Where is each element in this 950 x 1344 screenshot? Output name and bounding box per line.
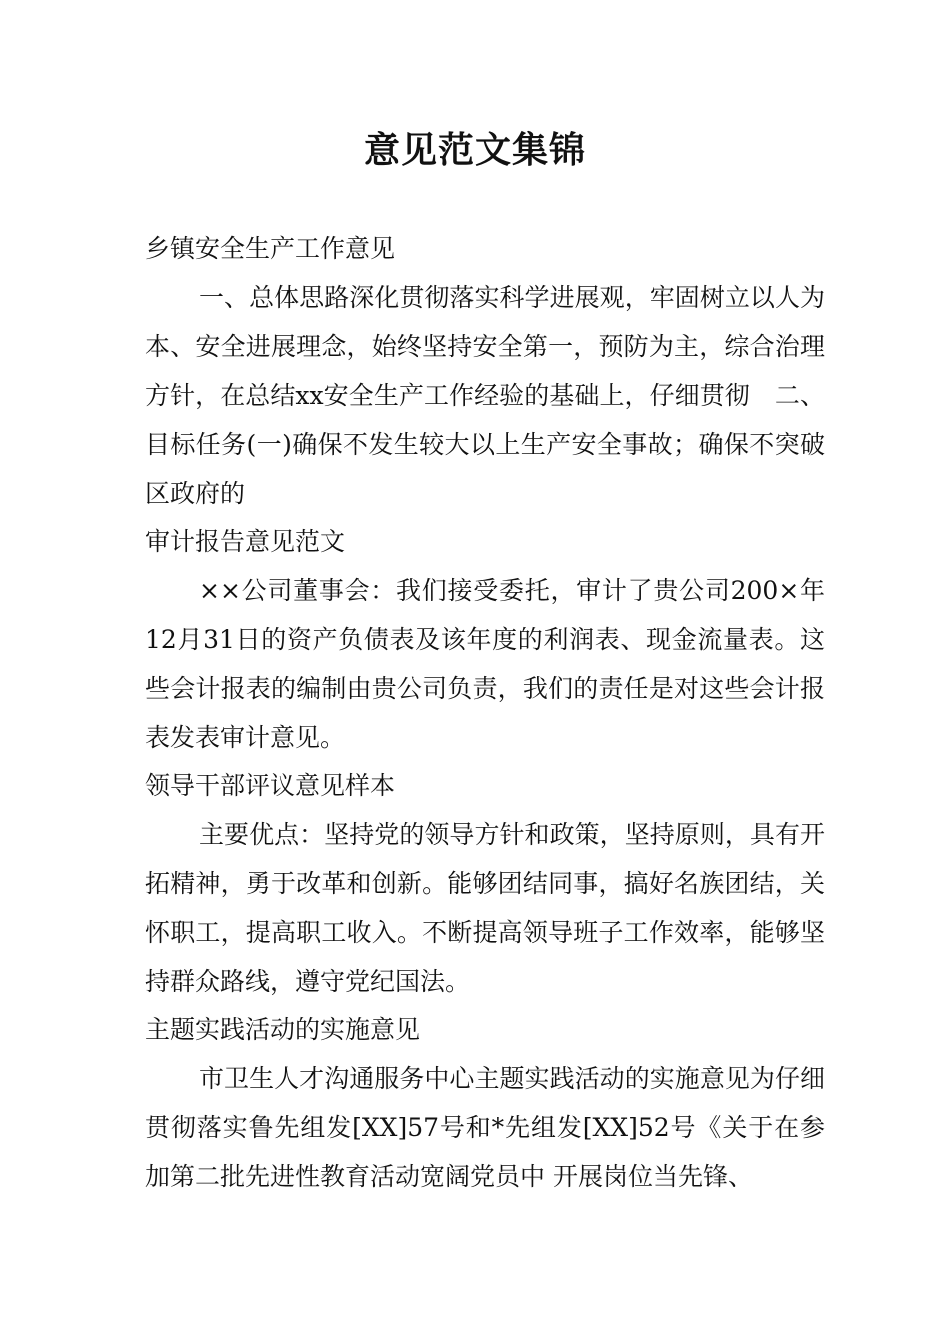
section-audit-report [145, 518, 825, 762]
section-heading: 审计报告意见范文 [145, 527, 346, 556]
section-heading: 主题实践活动的实施意见 [145, 1015, 421, 1044]
section-heading: 乡镇安全生产工作意见 [145, 234, 396, 263]
document-title: 意见范文集锦 [363, 130, 586, 171]
section-theme-practice [145, 1006, 825, 1201]
section-township-safety [145, 225, 825, 518]
section-paragraph: 一、总体思路深化贯彻落实科学进展观，牢固树立以人为本、安全进展理念，始终坚持安全第一，预防为主，综合治理方针，在总结xx安全生产工作经验的基础上，仔细贯彻 二、目标任务(一)确保不发生较大以上生产安全事故；确保不突破区政府的 [145, 283, 825, 508]
section-paragraph: ××公司董事会：我们接受委托，审计了贵公司200×年12月31日的资产负债表及该年度的利润表、现金流量表。这些会计报表的编制由贵公司负责，我们的责任是对这些会计报表发表审计意见。 [145, 576, 825, 752]
section-cadre-evaluation [145, 762, 825, 1006]
section-heading: 领导干部评议意见样本 [145, 771, 396, 800]
document-body [145, 225, 825, 1201]
section-paragraph: 主要优点：坚持党的领导方针和政策，坚持原则，具有开拓精神，勇于改革和创新。能够团结同事，搞好名族团结，关怀职工，提高职工收入。不断提高领导班子工作效率，能够坚持群众路线，遵守党纪国法。 [145, 820, 825, 996]
section-paragraph: 市卫生人才沟通服务中心主题实践活动的实施意见为仔细贯彻落实鲁先组发[XX]57号和*先组发[XX]52号《关于在参加第二批先进性教育活动宽阔党员中 开展岗位当先锋、 [145, 1064, 825, 1191]
